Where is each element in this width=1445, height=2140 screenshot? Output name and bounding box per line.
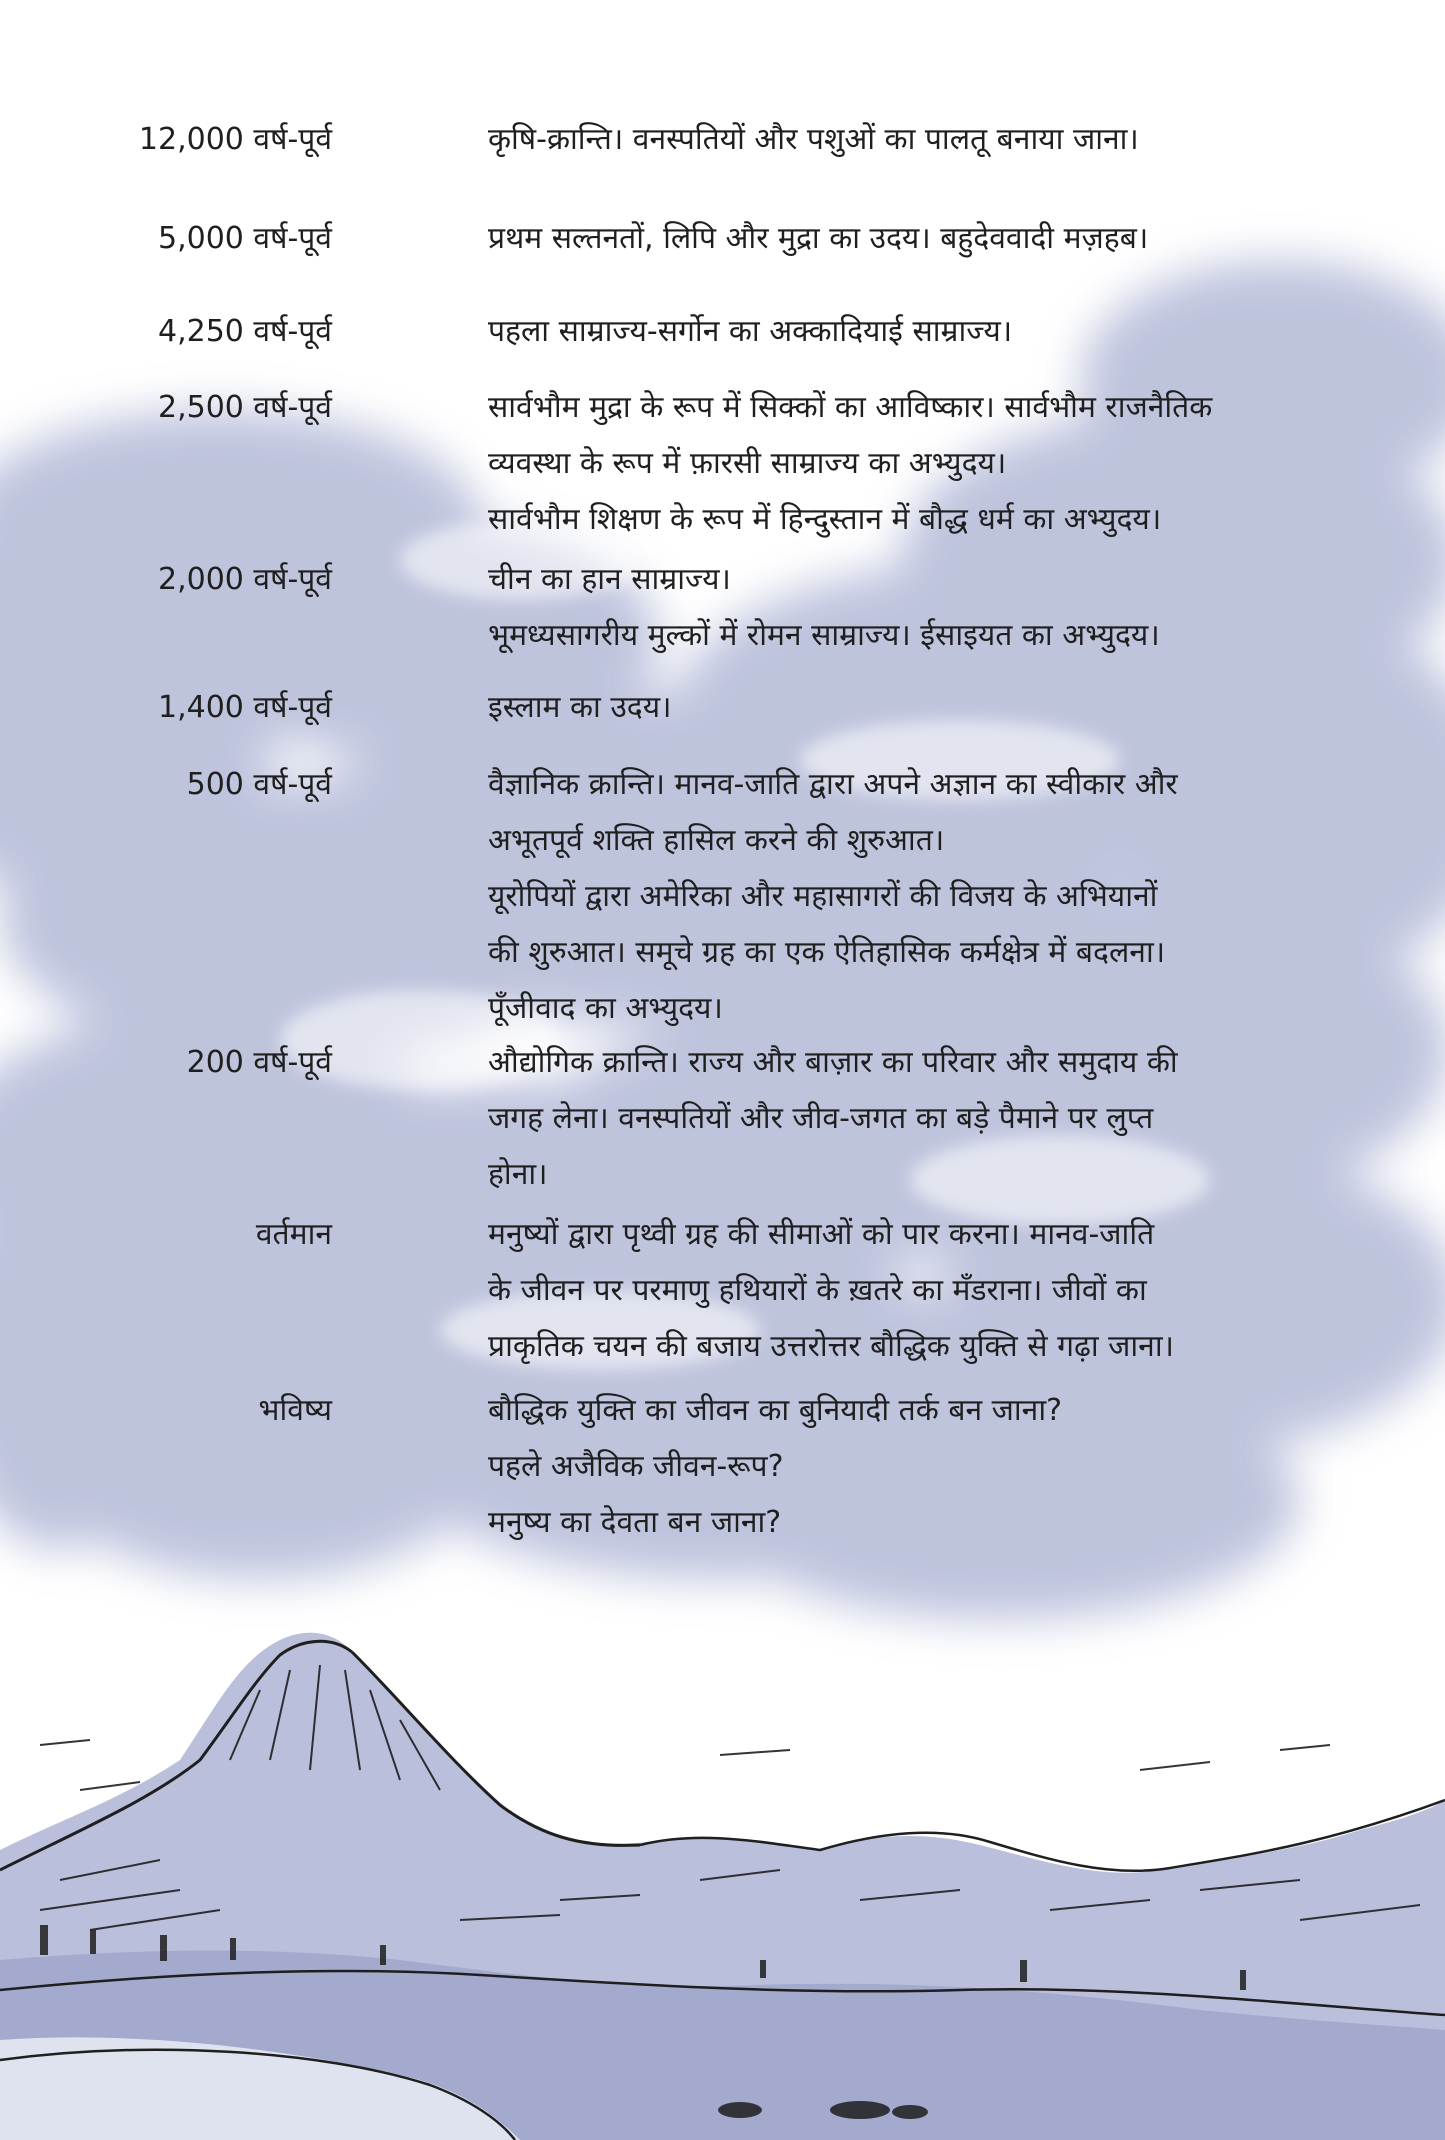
timeline-date: भविष्य — [258, 1393, 332, 1428]
timeline-description — [488, 1383, 1358, 1551]
description-line: सार्वभौम शिक्षण के रूप में हिन्दुस्तान में बौद्ध धर्म का अभ्युदय। — [488, 502, 1162, 537]
timeline-date: 4,250 वर्ष-पूर्व — [158, 314, 332, 349]
description-line: व्यवस्था के रूप में फ़ारसी साम्राज्य का अभ्युदय। — [488, 446, 1007, 481]
timeline-description — [488, 552, 1358, 664]
timeline-description — [488, 680, 1358, 736]
timeline-date: 1,400 वर्ष-पूर्व — [158, 690, 332, 725]
description-line: बौद्धिक युक्ति का जीवन का बुनियादी तर्क बन जाना? — [488, 1393, 1063, 1428]
timeline-description — [488, 211, 1358, 267]
description-line: पूँजीवाद का अभ्युदय। — [488, 991, 723, 1026]
description-line: प्राकृतिक चयन की बजाय उत्तरोत्तर बौद्धिक युक्ति से गढ़ा जाना। — [488, 1329, 1174, 1364]
description-line: जगह लेना। वनस्पतियों और जीव-जगत का बड़े पैमाने पर लुप्त — [488, 1101, 1154, 1136]
timeline-date: वर्तमान — [255, 1217, 332, 1252]
timeline-description — [488, 112, 1358, 168]
description-line: सार्वभौम मुद्रा के रूप में सिक्कों का आविष्कार। सार्वभौम राजनैतिक — [488, 390, 1213, 425]
timeline-date: 200 वर्ष-पूर्व — [186, 1045, 332, 1080]
timeline-description — [488, 380, 1358, 548]
description-line: की शुरुआत। समूचे ग्रह का एक ऐतिहासिक कर्मक्षेत्र में बदलना। — [488, 935, 1166, 970]
description-line: कृषि-क्रान्ति। वनस्पतियों और पशुओं का पालतू बनाया जाना। — [488, 122, 1139, 157]
description-line: प्रथम सल्तनतों, लिपि और मुद्रा का उदय। बहुदेववादी मज़हब। — [488, 221, 1149, 256]
timeline-description — [488, 304, 1358, 360]
description-line: पहला साम्राज्य-सर्गोन का अक्कादियाई साम्राज्य। — [488, 314, 1013, 349]
description-line: के जीवन पर परमाणु हथियारों के ख़तरे का मँडराना। जीवों का — [488, 1273, 1147, 1308]
description-line: चीन का हान साम्राज्य। — [488, 562, 731, 597]
description-line: होना। — [488, 1157, 548, 1192]
description-line: पहले अजैविक जीवन-रूप? — [488, 1449, 784, 1484]
timeline-date: 5,000 वर्ष-पूर्व — [158, 221, 332, 256]
timeline-date: 12,000 वर्ष-पूर्व — [138, 122, 332, 157]
description-line: इस्लाम का उदय। — [488, 690, 672, 725]
timeline-date: 2,500 वर्ष-पूर्व — [158, 390, 332, 425]
mountain-landscape-icon — [0, 1633, 1445, 2140]
timeline-description — [488, 757, 1358, 1037]
description-line: यूरोपियों द्वारा अमेरिका और महासागरों की विजय के अभियानों — [488, 879, 1158, 914]
timeline-date: 500 वर्ष-पूर्व — [186, 767, 332, 802]
description-line: अभूतपूर्व शक्ति हासिल करने की शुरुआत। — [488, 823, 945, 858]
timeline-date: 2,000 वर्ष-पूर्व — [158, 562, 332, 597]
description-line: वैज्ञानिक क्रान्ति। मानव-जाति द्वारा अपने अज्ञान का स्वीकार और — [488, 767, 1178, 802]
description-line: औद्योगिक क्रान्ति। राज्य और बाज़ार का परिवार और समुदाय की — [488, 1045, 1178, 1080]
description-line: भूमध्यसागरीय मुल्कों में रोमन साम्राज्य। ईसाइयत का अभ्युदय। — [488, 618, 1160, 653]
timeline-description — [488, 1035, 1358, 1203]
timeline-description — [488, 1207, 1358, 1375]
description-line: मनुष्य का देवता बन जाना? — [488, 1505, 782, 1540]
description-line: मनुष्यों द्वारा पृथ्वी ग्रह की सीमाओं को पार करना। मानव-जाति — [488, 1217, 1155, 1252]
